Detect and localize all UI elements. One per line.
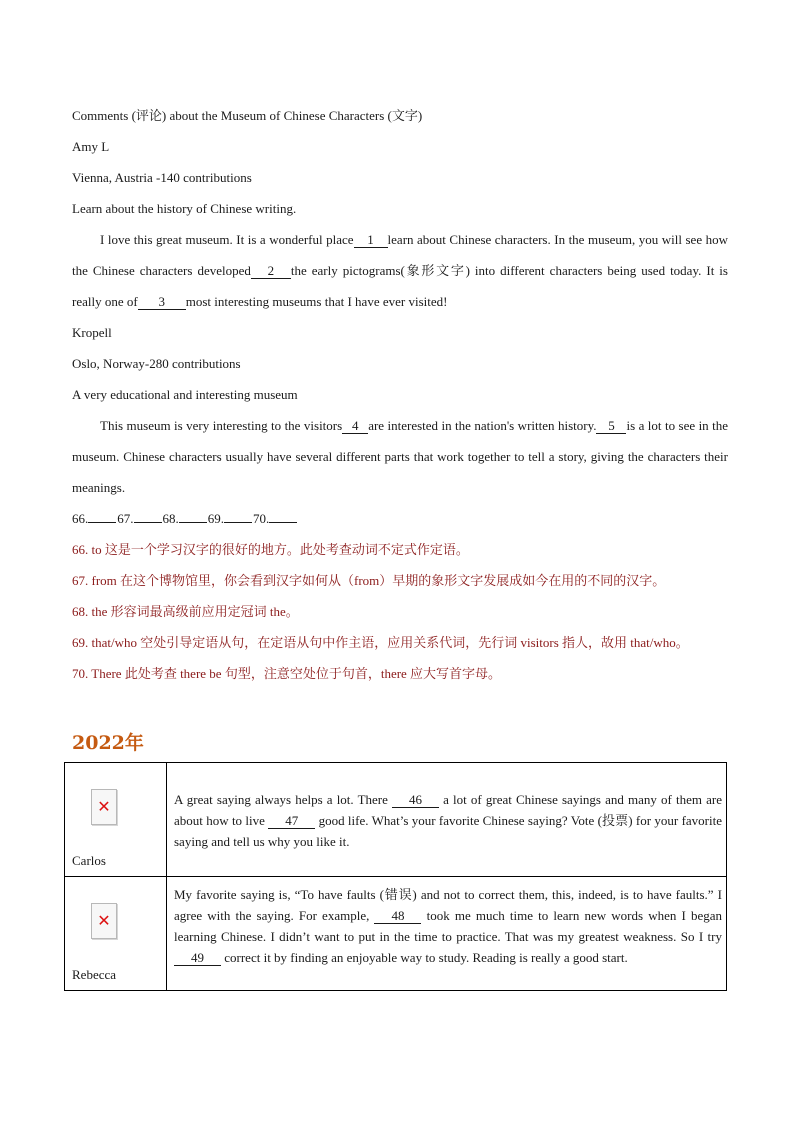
answer-explanation: 67. from 在这个博物馆里，你会看到汉字如何从（from）早期的象形文字发展成如今在用的不同的汉字。 [72,573,666,588]
blank-number: 68. [162,511,179,526]
broken-image-icon: ✕ [91,789,117,825]
comment-segment: A great saying always helps a lot. There [174,792,393,807]
blank-49: 49 [174,951,221,966]
review-text: most interesting museums that I have ever visited! [185,294,448,309]
blank-number: 69. [207,511,224,526]
commenter-name: Carlos [72,853,106,868]
review-body [72,224,728,317]
broken-image-icon: ✕ [91,903,117,939]
review-author: Amy L [72,139,110,154]
blank-number: 66. [72,511,89,526]
review-text: are interested in the nation's written history. [368,418,597,433]
review-author: Kropell [72,325,112,340]
comment-segment: correct it by finding an enjoyable way to study. Reading is really a good start. [221,950,628,965]
table-row [65,877,727,991]
review-text: I love this great museum. It is a wonderful place [100,232,354,247]
comment-segment: My favorite saying is, “To have faults (错误) and not to correct them, this, indeed, is to have faults.” I agree with the saying. For example, [174,887,722,923]
reading-passage [72,100,728,689]
comments-table [64,762,727,991]
answer-explanation: 69. that/who 空处引导定语从句，在定语从句中作主语，应用关系代词，先行词 visitors 指人，故用 that/who。 [72,635,689,650]
comment-segment: took me much time to learn new words when I began learning Chinese. I didn’t want to put in the time to practice. That was my greatest weakness. So I try [174,908,722,944]
avatar-cell [65,763,167,877]
passage-title: Comments (评论) about the Museum of Chinese Characters (文字) [72,108,423,123]
comment-segment: good life. What’s your favorite Chinese saying? Vote (投票) for your favorite saying and tell us why you like it. [174,813,722,849]
blank-46: 46 [392,793,439,808]
answer-explanation: 70. There 此处考查 there be 句型，注意空处位于句首，there 应大写首字母。 [72,666,502,681]
review-body [72,410,728,503]
commenter-name: Rebecca [72,967,117,982]
comment-text [167,763,727,877]
blank-48: 48 [374,909,421,924]
blank-2: 2 [251,264,291,279]
review-meta: Vienna, Austria -140 contributions [72,170,252,185]
review-text: This museum is very interesting to the visitors [100,418,343,433]
blank-number: 70. [253,511,270,526]
answer-explanation: 68. the 形容词最高级前应用定冠词 the。 [72,604,299,619]
blank-number: 67. [117,511,134,526]
comment-segment: a lot of great Chinese sayings and many of them are about how to live [174,792,723,828]
blank-47: 47 [268,814,315,829]
review-text: learn about Chinese characters. In the museum, you will see how the Chinese characters developed [72,232,728,278]
avatar-cell [65,877,167,991]
comment-text [167,877,727,991]
review-headline: A very educational and interesting museum [72,387,298,402]
year-heading: 2022年 [72,732,144,754]
review-meta: Oslo, Norway-280 contributions [72,356,241,371]
answer-blanks [72,503,728,534]
blank-1: 1 [354,233,388,248]
blank-4: 4 [342,419,368,434]
review-headline: Learn about the history of Chinese writing. [72,201,297,216]
answer-explanation: 66. to 这是一个学习汉字的很好的地方。此处考查动词不定式作定语。 [72,542,469,557]
blank-5: 5 [596,419,626,434]
review-text: the early pictograms(象形文字) into different characters being used today. It is really one of [72,263,728,309]
table-row [65,763,727,877]
blank-3: 3 [138,295,186,310]
review-text: is a lot to see in the museum. Chinese characters usually have several different parts that work together to tell a story, giving the characters their meanings. [72,418,729,495]
